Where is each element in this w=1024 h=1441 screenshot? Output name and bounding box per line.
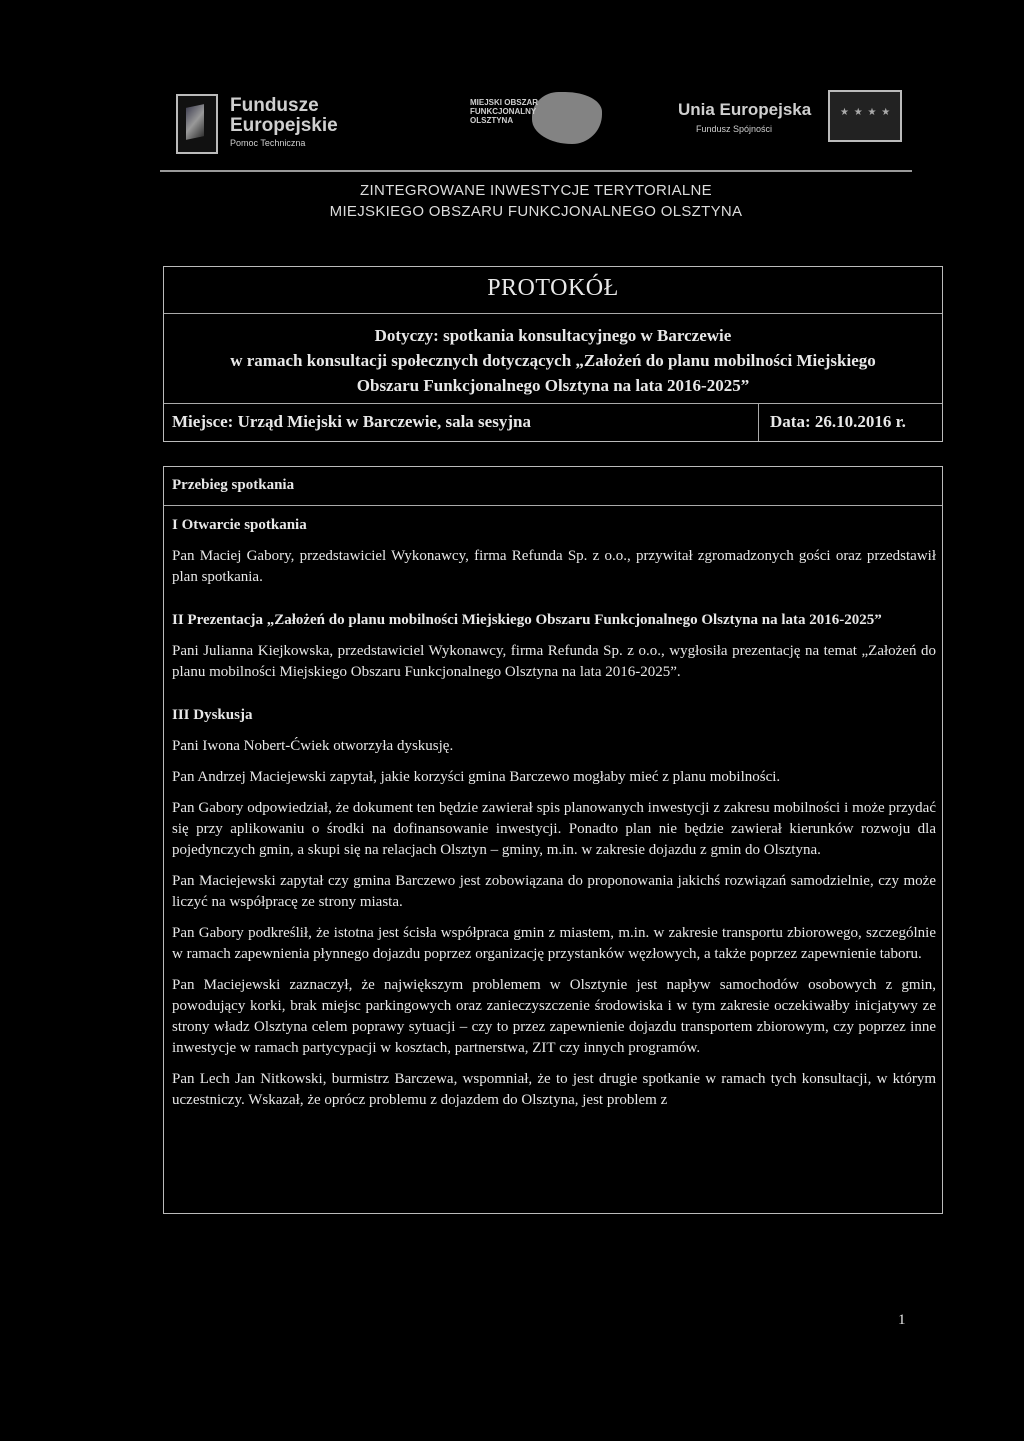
logo-bar — [170, 88, 910, 158]
section-heading: I Otwarcie spotkania — [172, 517, 307, 533]
paragraph: Pan Maciejewski zapytał czy gmina Barczewo jest zobowiązana do proponowania jakichś rozwiązań samodzielnie, czy może liczyć na współpracę ze strony miasta. — [172, 873, 936, 910]
mof-logo-text: MIEJSKI OBSZAR FUNKCJONALNY OLSZTYNA — [470, 98, 539, 125]
region-map-icon — [532, 92, 602, 144]
paragraph: Pan Andrzej Maciejewski zapytał, jakie korzyści gmina Barczewo mogłaby mieć z planu mobilności. — [172, 769, 781, 785]
page-number: 1 — [898, 1312, 906, 1328]
meeting-date: Data: 26.10.2016 r. — [770, 412, 906, 431]
subject-line-3: Obszaru Funkcjonalnego Olsztyna na lata 2016-2025” — [356, 376, 750, 395]
fe-logo-title: Fundusze Europejskie — [230, 95, 338, 136]
protocol-divider — [164, 313, 942, 314]
header-line-1: ZINTEGROWANE INWESTYCJE TERYTORIALNE — [360, 182, 712, 199]
subject-line-1: Dotyczy: spotkania konsultacyjnego w Barczewie — [374, 326, 732, 345]
document-header — [160, 180, 912, 222]
eu-flag-icon — [828, 90, 902, 142]
header-divider — [160, 170, 912, 172]
meeting-content-box — [163, 466, 943, 1214]
date-divider — [758, 403, 759, 441]
fe-flag-icon — [176, 94, 218, 154]
section-heading: II Prezentacja „Założeń do planu mobilności Miejskiego Obszaru Funkcjonalnego Olsztyna na lata 2016-2025” — [172, 612, 882, 628]
subject-line-2: w ramach konsultacji społecznych dotyczących „Założeń do planu mobilności Miejskiego — [230, 351, 876, 370]
paragraph: Pani Julianna Kiejkowska, przedstawiciel Wykonawcy, firma Refunda Sp. z o.o., wygłosiła prezentację na temat „Założeń do planu mobilności Miejskiego Obszaru Funkcjonalnego Olsztyna na lata 2016-2025”. — [172, 643, 936, 680]
protocol-divider — [164, 403, 942, 404]
protocol-subject — [164, 323, 942, 398]
paragraph: Pan Maciej Gabory, przedstawiciel Wykonawcy, firma Refunda Sp. z o.o., przywitał zgromadzonych gości oraz przedstawił plan spotkania. — [172, 548, 936, 585]
content-divider — [164, 505, 942, 506]
paragraph: Pan Gabory podkreślił, że istotna jest ścisła współpraca gmin z miastem, m.in. w zakresie transportu zbiorowego, szczególnie w ramach zapewnienia płynnego dojazdu poprzez organizację przystanków węzłowych, a także poprzez zapewnienie taboru. — [172, 925, 936, 962]
ue-logo-subtitle: Fundusz Spójności — [696, 124, 773, 134]
paragraph: Pan Maciejewski zaznaczył, że największym problemem w Olsztynie jest napływ samochodów osobowych z gmin, powodujący korki, brak miejsc parkingowych oraz zanieczyszczenie środowiska i w tym zakresie oczekiwałby inicjatywy ze strony władz Olsztyna celem poprawy sytuacji – czy to przez zapewnienie dojazdu transportem zbiorowym, czy poprzez inne inwestycje w ramach partycypacji w kosztach, partnerstwa, ZIT czy innych programów. — [172, 977, 936, 1056]
meeting-body — [172, 515, 936, 1121]
protocol-box — [163, 266, 943, 442]
meeting-place: Miejsce: Urząd Miejski w Barczewie, sala sesyjna — [172, 412, 531, 431]
paragraph: Pani Iwona Nobert-Ćwiek otworzyła dyskusję. — [172, 738, 454, 754]
meeting-title: Przebieg spotkania — [172, 477, 295, 493]
section-heading: III Dyskusja — [172, 707, 253, 723]
header-line-2: MIEJSKIEGO OBSZARU FUNKCJONALNEGO OLSZTYNA — [329, 203, 743, 220]
fe-logo-subtitle: Pomoc Techniczna — [230, 138, 306, 148]
ue-logo-title: Unia Europejska — [678, 100, 812, 119]
paragraph: Pan Lech Jan Nitkowski, burmistrz Barczewa, wspomniał, że to jest drugie spotkanie w ramach tych konsultacji, w którym uczestniczy. Wskazał, że oprócz problemu z dojazdem do Olsztyna, jest problem z — [172, 1071, 936, 1108]
paragraph: Pan Gabory odpowiedział, że dokument ten będzie zawierał spis planowanych inwestycji z zakresu mobilności i może przydać się przy aplikowaniu o środki na dofinansowanie inwestycji. Ponadto plan nie będzie zawierał kierunków rozwoju dla pojedynczych gmin, a skupi się na relacjach Olsztyn – gminy, m.in. w zakresie dojazdu z gmin do Olsztyna. — [172, 800, 936, 858]
protocol-title: PROTOKÓŁ — [487, 275, 619, 301]
